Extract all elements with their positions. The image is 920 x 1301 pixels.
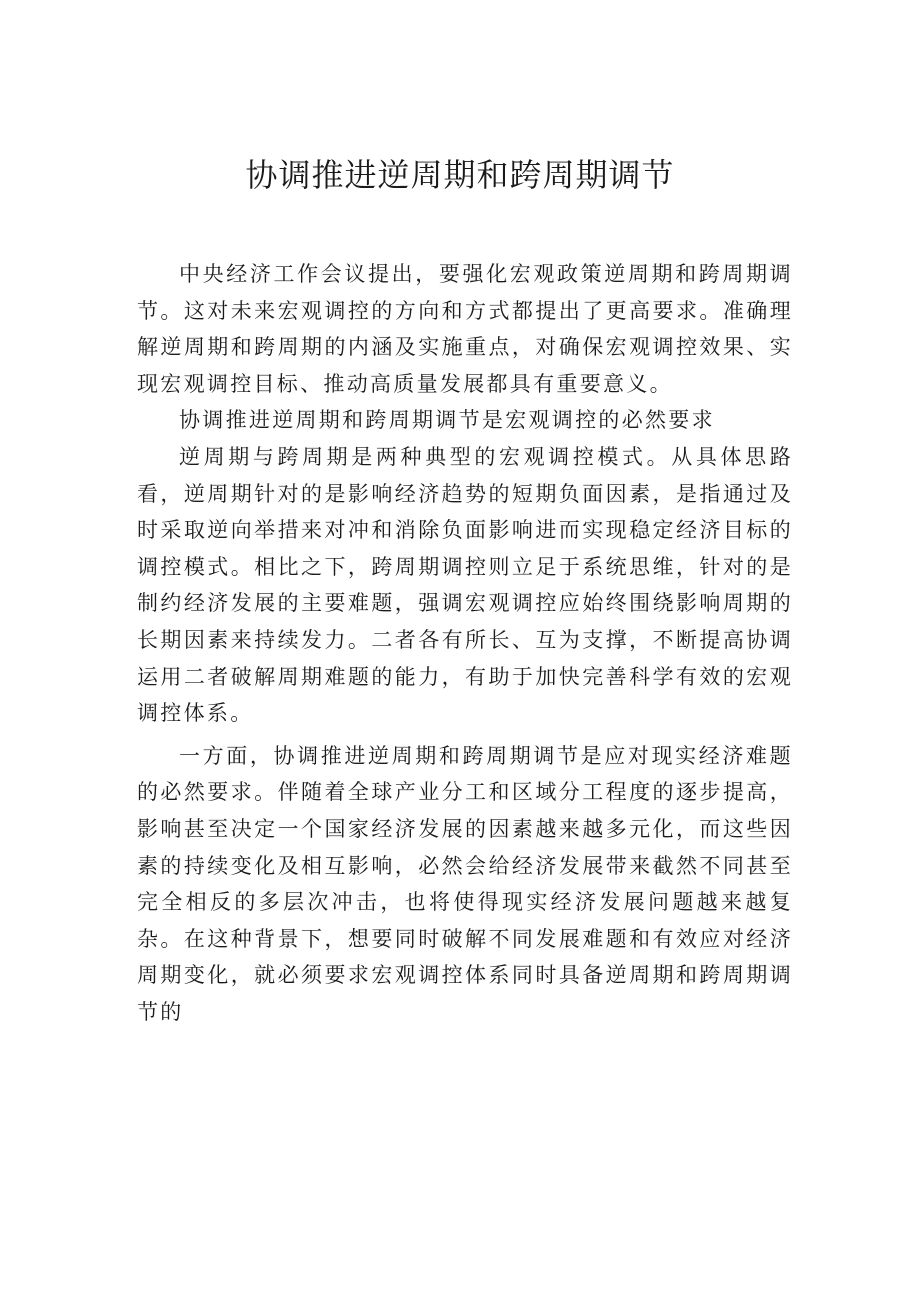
page-title: 协调推进逆周期和跨周期调节 — [245, 156, 675, 194]
article-body — [137, 256, 793, 1030]
section-heading: 协调推进逆周期和跨周期调节是宏观调控的必然要求 — [179, 408, 715, 433]
paragraph-modes: 逆周期与跨周期是两种典型的宏观调控模式。从具体思路看，逆周期针对的是影响经济趋势的短期负面因素，是指通过及时采取逆向举措来对冲和消除负面影响进而实现稳定经济目标的调控模式。相比之下，跨周期调控则立足于系统思维，针对的是制约经济发展的主要难题，强调宏观调控应始终围绕影响周期的长期因素来持续发力。二者各有所长、互为支撑，不断提高协调运用二者破解周期难题的能力，有助于加快完善科学有效的宏观调控体系。 — [137, 444, 793, 726]
paragraph-intro: 中央经济工作会议提出，要强化宏观政策逆周期和跨周期调节。这对未来宏观调控的方向和方式都提出了更高要求。准确理解逆周期和跨周期的内涵及实施重点，对确保宏观调控效果、实现宏观调控目标、推动高质量发展都具有重要意义。 — [137, 262, 793, 396]
paragraph-one-hand: 一方面，协调推进逆周期和跨周期调节是应对现实经济难题的必然要求。伴随着全球产业分工和区域分工程度的逐步提高，影响甚至决定一个国家经济发展的因素越来越多元化，而这些因素的持续变化及相互影响，必然会给经济发展带来截然不同甚至完全相反的多层次冲击，也将使得现实经济发展问题越来越复杂。在这种背景下，想要同时破解不同发展难题和有效应对经济周期变化，就必须要求宏观调控体系同时具备逆周期和跨周期调节的 — [137, 743, 793, 1024]
